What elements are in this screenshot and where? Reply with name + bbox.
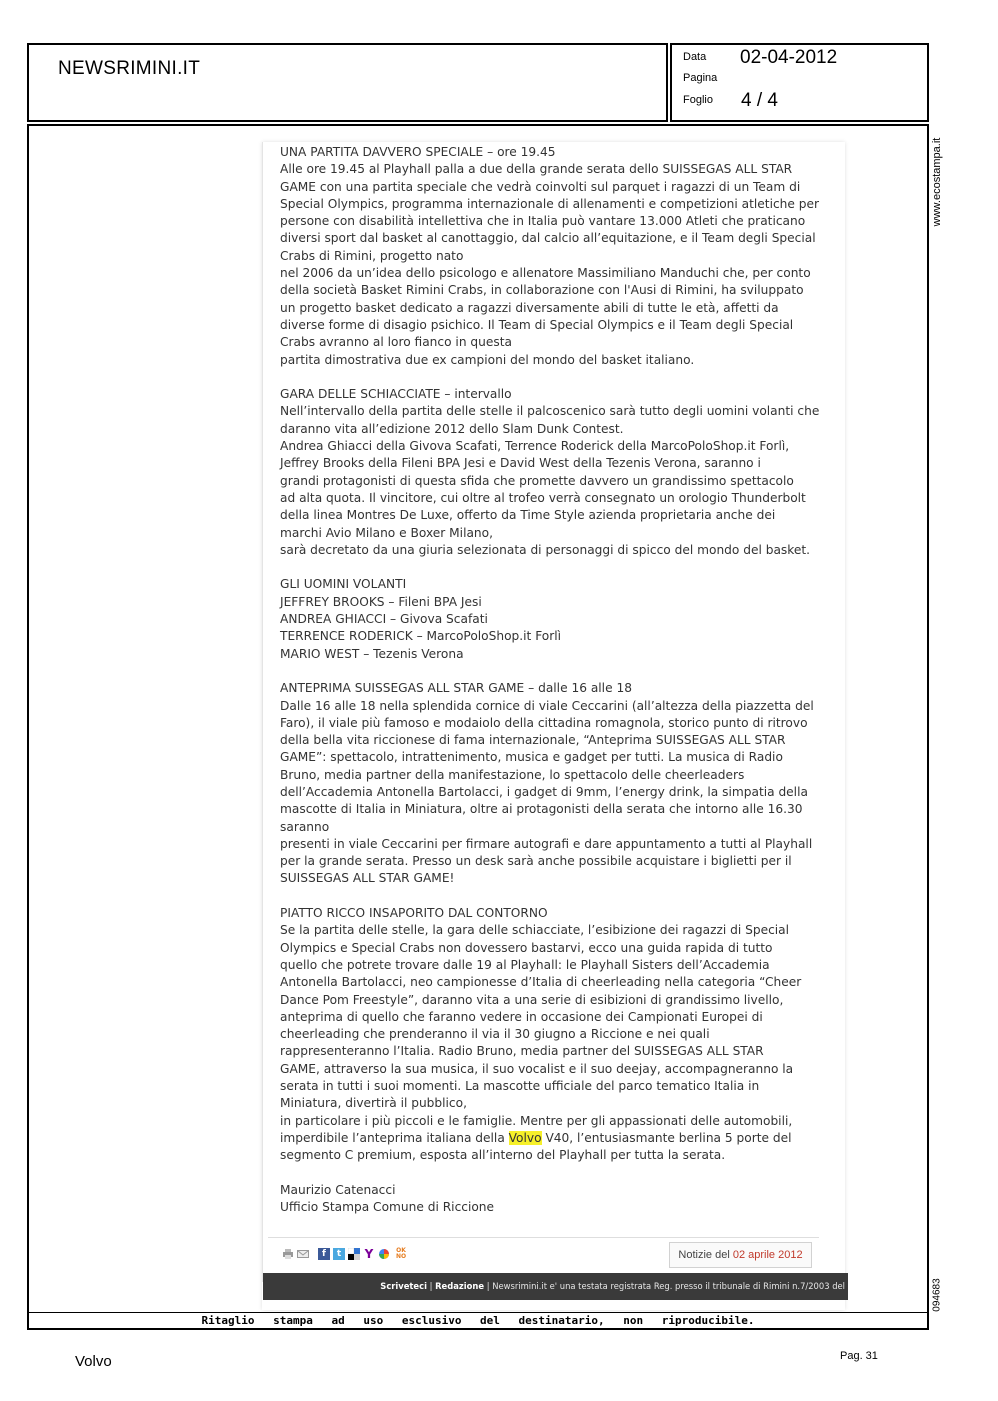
article-body bbox=[280, 144, 820, 1216]
article-line: persone con disabilità intellettiva che in Italia può vantare 13.000 Atleti che praticano bbox=[280, 214, 806, 229]
article-line: nel 2006 da un’idea dello psicologo e allenatore Massimiliano Manduchi che, per conto bbox=[280, 266, 811, 281]
disclaimer: Ritaglio stampa ad uso esclusivo del destinatario, non riproducibile. bbox=[201, 1314, 755, 1327]
article-line: Se la partita delle stelle, la gara delle schiacciate, l’esibizione dei ragazzi di Special bbox=[280, 923, 790, 938]
website-vertical: www.ecostampa.it bbox=[931, 137, 943, 227]
article-line: Dance Pom Freestyle”, daranno vita a una serie di esibizioni di grandissimo livello, bbox=[280, 992, 784, 1007]
article-line: Dalle 16 alle 18 nella splendida cornice di viale Ceccarini (all’altezza della piazzetta del bbox=[280, 698, 814, 713]
article-line: Maurizio Catenacci bbox=[280, 1182, 396, 1197]
article-line: cheerleading che prenderanno il via il 30 giugno a Riccione e nei quali bbox=[280, 1027, 710, 1042]
paragraph-gap bbox=[280, 663, 820, 680]
article-line: saranno bbox=[280, 819, 330, 834]
article-line: Ufficio Stampa Comune di Riccione bbox=[280, 1200, 495, 1215]
paragraph-gap bbox=[280, 888, 820, 905]
header-meta-box bbox=[670, 43, 929, 122]
article-line: Andrea Ghiacci della Givova Scafati, Terrence Roderick della MarcoPoloShop.it Forlì, bbox=[280, 439, 790, 454]
email-icon[interactable] bbox=[297, 1248, 309, 1260]
article-line: anteprima di quello che faranno vedere in occasione dei Campionati Europei di bbox=[280, 1009, 763, 1024]
paragraph-gap bbox=[280, 369, 820, 386]
article-line: grandi protagonisti di questa sfida che promette davvero un grandissimo spettacolo bbox=[280, 473, 794, 488]
article-line: in particolare i più piccoli e le famiglie. Mentre per gli appassionati delle automobili, bbox=[280, 1113, 793, 1128]
footer-link-scriveteci[interactable]: Scriveteci bbox=[380, 1281, 427, 1291]
footer-link-redazione[interactable]: Redazione bbox=[435, 1281, 485, 1291]
paragraph-gap bbox=[280, 1165, 820, 1182]
article-line: rappresenteranno l’Italia. Radio Bruno, media partner del SUISSEGAS ALL STAR bbox=[280, 1044, 764, 1059]
site-footer: Scriveteci | Redazione | Newsrimini.it e' una testata registrata Reg. presso il tribunale di Rimini n.7/2003 del bbox=[263, 1273, 848, 1300]
keyword-tag: Volvo bbox=[75, 1353, 112, 1370]
article-line: partita dimostrativa due ex campioni del mondo del basket italiano. bbox=[280, 352, 695, 367]
article-line: Crabs di Rimini, progetto nato bbox=[280, 248, 464, 263]
article-line: GAME”: spettacolo, intrattenimento, musica e gadget per tutti. La musica di Radio bbox=[280, 750, 783, 765]
article-line: serata in tutti i suoi momenti. La mascotte ufficiale del parco tematico Italia in bbox=[280, 1079, 760, 1094]
article-line: dell’Accademia Antonella Bartolacci, i gadget di 9mm, l’energy drink, la simpatia della bbox=[280, 784, 808, 799]
article-line: mascotte di Italia in Miniatura, oltre ai protagonisti della serata che intorno alle 16.30 bbox=[280, 802, 803, 817]
article-line: JEFFREY BROOKS – Fileni BPA Jesi bbox=[280, 594, 482, 609]
page-number: Pag. 31 bbox=[840, 1350, 878, 1362]
article-line: GARA DELLE SCHIACCIATE – intervallo bbox=[280, 387, 512, 402]
article-line: diverse forme di disagio psichico. Il Team di Special Olympics e il Team degli Special bbox=[280, 317, 794, 332]
article-line: un progetto basket dedicato a ragazzi diversamente abili di tutte le età, affetti da bbox=[280, 300, 779, 315]
article-line: Alle ore 19.45 al Playhall palla a due della grande serata dello SUISSEGAS ALL STAR bbox=[280, 162, 793, 177]
facebook-icon[interactable]: f bbox=[318, 1248, 330, 1260]
article-line: della bella vita riccionese di fama internazionale, “Anteprima SUISSEGAS ALL STAR bbox=[280, 733, 786, 748]
article-line-volvo: imperdibile l’anteprima italiana della Volvo V40, l’entusiasmante berlina 5 porte del bbox=[280, 1130, 792, 1145]
article-line: Faro), il viale più famoso e modaiolo della cittadina romagnola, storico punto di ritrovo bbox=[280, 715, 808, 730]
article-clipping bbox=[262, 142, 845, 1310]
header-source-box bbox=[27, 43, 668, 122]
frame-divider bbox=[29, 1312, 927, 1313]
article-line: segmento C premium, esposta all’interno del Playhall per tutta la serata. bbox=[280, 1148, 726, 1163]
date-label: Data bbox=[683, 51, 707, 63]
paragraph-gap bbox=[280, 559, 820, 576]
article-line: SUISSEGAS ALL STAR GAME! bbox=[280, 871, 455, 886]
article-line: GAME, attraverso la sua musica, il suo vocalist e il suo deejay, accompagneranno la bbox=[280, 1061, 794, 1076]
article-line: Miniatura, divertirà il pubblico, bbox=[280, 1096, 467, 1111]
article-line: della società Basket Rimini Crabs, in collaborazione con l'Ausi di Rimini, ha sviluppato bbox=[280, 283, 804, 298]
article-line: ad alta quota. Il vincitore, cui oltre al trofeo verrà consegnato un orologio Thunderbolt bbox=[280, 490, 806, 505]
article-line: Bruno, media partner della manifestazione, lo spettacolo delle cheerleaders bbox=[280, 767, 745, 782]
article-line: per la grande serata. Presso un desk sarà anche possibile acquistare i biglietti per il bbox=[280, 854, 792, 869]
article-line: PIATTO RICCO INSAPORITO DAL CONTORNO bbox=[280, 906, 548, 921]
news-date-badge[interactable]: Notizie del 02 aprile 2012 bbox=[669, 1242, 812, 1268]
code-vertical: 094683 bbox=[931, 1278, 943, 1312]
article-line: daranno vita all’edizione 2012 dello Slam Dunk Contest. bbox=[280, 421, 624, 436]
article-line: quello che potrete trovare dalle 19 al Playhall: le Playhall Sisters dell’Accademia bbox=[280, 957, 770, 972]
google-icon[interactable] bbox=[378, 1248, 390, 1260]
article-line: diversi sport dal basket al canottaggio, dal calcio all’equitazione, e il Team degli Special bbox=[280, 231, 816, 246]
sheet-value: 4 / 4 bbox=[741, 90, 778, 111]
date-value: 02-04-2012 bbox=[740, 47, 838, 68]
sheet-label: Foglio bbox=[683, 94, 713, 106]
source-title: NEWSRIMINI.IT bbox=[58, 58, 201, 79]
article-line: Crabs avranno al loro fianco in questa bbox=[280, 335, 512, 350]
article-line: Jeffrey Brooks della Fileni BPA Jesi e David West della Tezenis Verona, saranno i bbox=[280, 456, 761, 471]
print-icon[interactable] bbox=[282, 1248, 294, 1260]
article-line: GAME con una partita speciale che vedrà coinvolti sul parquet i ragazzi di un Team di bbox=[280, 179, 801, 194]
article-line: Special Olympics, programma internazionale di allenamenti e competizioni atletiche per bbox=[280, 196, 819, 211]
article-line: GLI UOMINI VOLANTI bbox=[280, 577, 407, 592]
article-line: marchi Avio Milano e Boxer Milano, bbox=[280, 525, 493, 540]
page-label: Pagina bbox=[683, 72, 718, 84]
volvo-highlight: Volvo bbox=[508, 1130, 542, 1145]
article-line: Olympics e Special Crabs non dovessero bastarvi, ecco una guida rapida di tutto bbox=[280, 940, 773, 955]
article-line: TERRENCE RODERICK – MarcoPoloShop.it Forlì bbox=[280, 629, 562, 644]
article-line: Nell’intervallo della partita delle stelle il palcoscenico sarà tutto degli uomini volanti che bbox=[280, 404, 820, 419]
article-line: della linea Montres De Luxe, offerto da Time Style azienda proprietaria anche dei bbox=[280, 508, 776, 523]
clipping-edge bbox=[262, 142, 263, 1282]
article-line: sarà decretato da una giuria selezionata di personaggi di spicco del mondo del basket. bbox=[280, 542, 811, 557]
footer-text: Newsrimini.it e' una testata registrata Reg. presso il tribunale di Rimini n.7/2003 del bbox=[492, 1281, 845, 1291]
article-line: MARIO WEST – Tezenis Verona bbox=[280, 646, 464, 661]
yahoo-icon[interactable]: Y bbox=[364, 1247, 374, 1261]
oknotizie-icon[interactable]: OK NO bbox=[395, 1247, 407, 1260]
article-line: ANTEPRIMA SUISSEGAS ALL STAR GAME – dalle 16 alle 18 bbox=[280, 681, 632, 696]
article-line: presenti in viale Ceccarini per firmare autografi e dare appuntamento a tutti al Playhall bbox=[280, 836, 813, 851]
article-line: ANDREA GHIACCI – Givova Scafati bbox=[280, 612, 488, 627]
share-toolbar bbox=[282, 1248, 409, 1260]
article-line: Antonella Bartolacci, neo campionesse d’Italia di cheerleading nella categoria “Cheer bbox=[280, 975, 802, 990]
share-divider bbox=[268, 1237, 819, 1238]
article-line: UNA PARTITA DAVVERO SPECIALE – ore 19.45 bbox=[280, 145, 556, 159]
twitter-icon[interactable]: t bbox=[333, 1248, 345, 1260]
delicious-icon[interactable] bbox=[348, 1248, 360, 1260]
